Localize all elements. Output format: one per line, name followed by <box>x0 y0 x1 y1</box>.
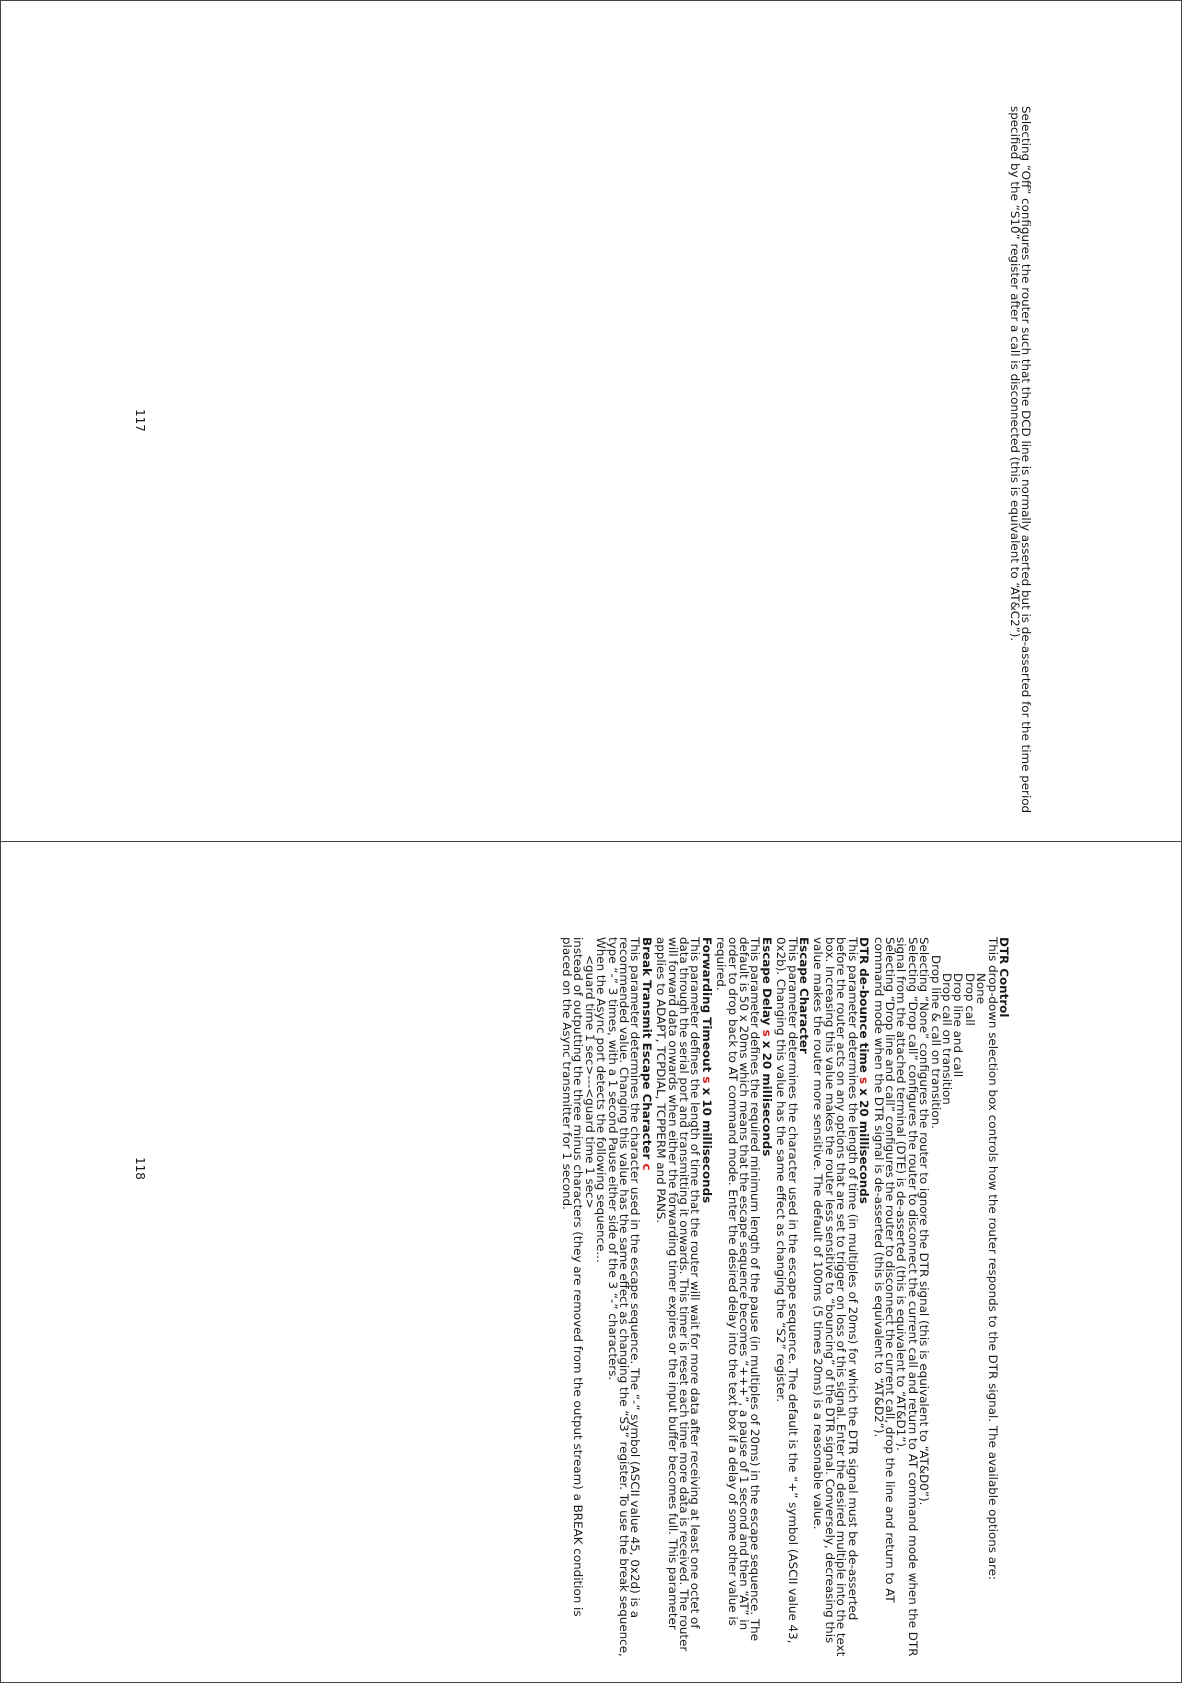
dtr-debounce-variable: s <box>857 1077 872 1085</box>
escape-character-heading: Escape Character <box>797 937 812 1054</box>
break-sequence-line: <guard time 1 sec>---<guard time 1 sec> <box>582 955 597 1209</box>
dcd-off-paragraph: Selecting “Off” configures the router such that the DCD line is normally asserted but is de-asserted for the time period specified by the “S10” register after a call is disconnected (this is equivalent to “AT&C2”). <box>1007 106 1033 814</box>
forwarding-timeout-unit: x 10 milliseconds <box>699 1083 714 1204</box>
page-117 <box>0 0 1182 842</box>
page-117-content <box>1008 106 1031 826</box>
escape-delay-heading <box>759 937 774 1657</box>
break-transmit-body: This parameter determines the character used in the escape sequence. The “-” symbol (ASCII value 45, 0x2d) is a recommended value. Changing this value has the same effect as changing the “S3” register. To use the break sequence, type “-” 3 times, with a 1 second Pause either side of the 3 “-” characters. <box>605 937 643 1657</box>
break-transmit-heading <box>639 937 654 1657</box>
dtr-control-heading: DTR Control <box>997 937 1011 1018</box>
dtr-drop-call-paragraph: Selecting “Drop call” configures the router to disconnect the current call and return to AT command mode when the DTR signal from the attached terminal (DTE) is de-asserted (this is equivalent to “AT&D1”). <box>894 937 920 1657</box>
dtr-control-intro: This drop-down selection box controls how the router responds to the DTR signal. The available options are: <box>985 937 1000 1580</box>
forwarding-timeout-variable: s <box>699 1076 714 1084</box>
break-transmit-heading-text: Break Transmit Escape Character <box>639 937 654 1164</box>
page-118 <box>0 841 1182 1683</box>
dtr-option-drop-line-and-call: Drop line and call <box>951 973 966 1078</box>
break-instead-line: instead of outputting the three minus characters (they are removed from the output stream) a BREAK condition is placed on the Async transmitter for 1 second. <box>559 937 586 1617</box>
dtr-debounce-unit: x 20 milliseconds <box>857 1084 872 1204</box>
page-118-content <box>561 937 1009 1657</box>
forwarding-timeout-body: This parameter defines the length of time that the router will wait for more data after receiving at least one octet of data through the serial port and transmitting it onwards. This timer is reset each time more data is received. The router will forward data onwards when either the forwarding timer expires or the input buffer becomes full. This parameter applies to ADAPT, TCPDIAL, TCPPERM and PANS. <box>654 937 703 1652</box>
dtr-option-drop-call-on-transition: Drop call on transition <box>939 973 954 1105</box>
break-detect-line: When the Async port detects the following sequence... <box>594 937 609 1263</box>
page-number-117: 117 <box>133 409 147 432</box>
forwarding-timeout-heading-text: Forwarding Timeout <box>699 937 714 1077</box>
escape-delay-variable: s <box>759 1029 774 1037</box>
dtr-option-drop-line-call-on-transition: Drop line & call on transition. <box>928 955 943 1129</box>
dtr-debounce-heading-text: DTR de-bounce time <box>857 937 872 1078</box>
break-transmit-variable: c <box>639 1163 654 1171</box>
dtr-none-paragraph: Selecting “None” configures the router to ignore the DTR signal (this is equivalent to “AT&D0”). <box>917 937 932 1506</box>
page-number-118: 118 <box>133 1157 147 1180</box>
escape-delay-unit: x 20 milliseconds <box>759 1036 774 1157</box>
escape-delay-heading-text: Escape Delay <box>759 937 774 1030</box>
escape-delay-body: This parameter defines the required minimum length of the pause (in multiples of 20ms) in the escape sequence. The default is 50 x 20ms which means that the escape sequence becomes “+++”, a pause of 1 second and then “AT” in order to drop back to AT command mode. Enter the desired delay into the text box if a delay of some other value is required. <box>714 937 763 1642</box>
dtr-option-drop-call: Drop call <box>962 973 977 1026</box>
dtr-drop-line-paragraph: Selecting “Drop line and call” configures the router to disconnect the current call, drop the line and return to AT command mode when the DTR signal is de-asserted (this is equivalent to “AT&D2”). <box>871 937 897 1603</box>
dtr-debounce-body: This parameter determines the length of time (in multiples of 20ms) for which the DTR signal must be de-asserted before the router acts on any options that are set to trigger on loss of this signal. Enter the desired multiple into the text box. Increasing this value makes the router less sensitive to “bouncing” of the DTR signal. Conversely, decreasing this value makes the router more sensitive. The default of 100ms (5 times 20ms) is a reasonable value. <box>811 937 860 1657</box>
forwarding-timeout-heading <box>699 937 714 1657</box>
dtr-option-none: None <box>974 973 989 1005</box>
escape-character-body: This parameter determines the character used in the escape sequence. The default is the “+” symbol (ASCII value 43, 0x2b). Changing this value has the same effect as changing the “S2” register. <box>774 937 800 1644</box>
